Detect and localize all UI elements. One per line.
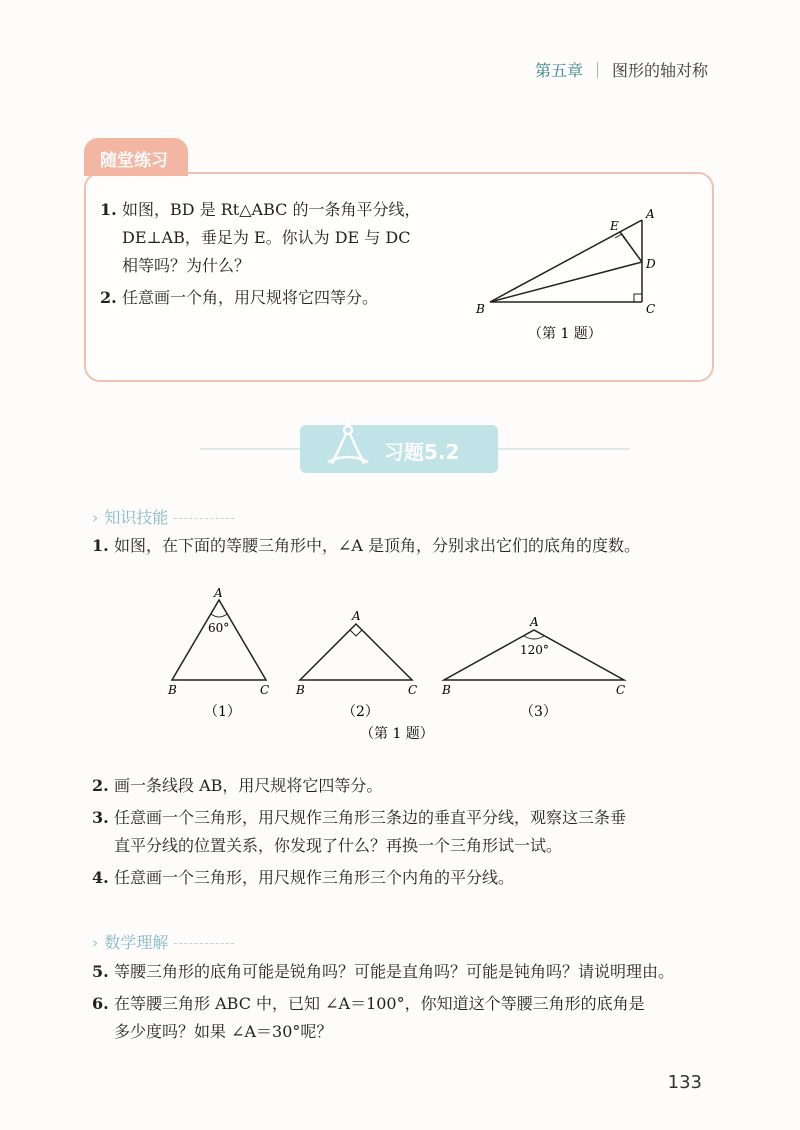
q1-figure-caption: （第 1 题） — [360, 726, 434, 742]
chapter-header — [535, 58, 708, 81]
practice-figure — [470, 200, 670, 350]
question-text: 画一条线段 AB，用尺规将它四等分。 — [114, 776, 383, 795]
question-2 — [92, 772, 732, 800]
figure-caption: （第 1 题） — [528, 326, 602, 342]
question-5 — [92, 958, 732, 986]
t3-label-a: A — [530, 615, 539, 629]
chapter-label: 第五章 — [534, 61, 583, 80]
t2-label-a: A — [352, 609, 361, 623]
t2-label-c: C — [408, 683, 418, 697]
t3-caption: （3） — [520, 704, 557, 720]
label-e: E — [610, 219, 619, 233]
question-text: 在等腰三角形 ABC 中，已知 ∠A＝100°，你知道这个等腰三角形的底角是 — [114, 994, 645, 1013]
item-line: DE⊥AB，垂足为 E。你认为 DE 与 DC — [122, 228, 411, 247]
item-line: 相等吗？为什么？ — [122, 256, 251, 275]
label-a: A — [646, 207, 655, 221]
question-number: 2. — [92, 776, 109, 795]
t3-label-c: C — [616, 683, 626, 697]
question-text: 任意画一个三角形，用尺规作三角形三条边的垂直平分线，观察这三条垂 — [114, 808, 627, 827]
t2-label-b: B — [296, 683, 305, 697]
question-3 — [92, 804, 732, 860]
question-number: 3. — [92, 808, 109, 827]
section-title: 知识技能 — [104, 508, 169, 527]
question-number: 6. — [92, 994, 109, 1013]
item-number: 2. — [100, 288, 117, 307]
dashed-rule — [174, 518, 234, 519]
question-text: 等腰三角形的底角可能是锐角吗？可能是直角吗？可能是钝角吗？请说明理由。 — [114, 962, 675, 981]
label-b: B — [476, 302, 485, 316]
label-c: C — [646, 302, 656, 316]
q1-figures — [150, 582, 650, 742]
header-separator — [597, 62, 598, 78]
t1-label-b: B — [168, 683, 177, 697]
chapter-title: 图形的轴对称 — [611, 61, 708, 80]
item-number: 1. — [100, 200, 117, 219]
question-text: 任意画一个三角形，用尺规作三角形三个内角的平分线。 — [114, 868, 515, 887]
section-understanding — [92, 930, 234, 953]
t1-caption: （1） — [204, 704, 241, 720]
page-number: 133 — [667, 1072, 702, 1093]
t1-label-c: C — [260, 683, 270, 697]
section-title: 数学理解 — [104, 933, 169, 952]
question-text: 直平分线的位置关系，你发现了什么？再换一个三角形试一试。 — [114, 836, 563, 855]
practice-item-1 — [100, 196, 480, 280]
t2-caption: （2） — [342, 704, 379, 720]
item-line: 如图，BD 是 Rt△ABC 的一条角平分线， — [122, 200, 421, 219]
exercise-title: 习题5.2 — [384, 440, 460, 464]
t1-angle: 60° — [208, 621, 230, 635]
compass-icon — [318, 412, 378, 474]
t3-label-b: B — [442, 683, 451, 697]
question-text: 如图，在下面的等腰三角形中，∠A 是顶角，分别求出它们的底角的度数。 — [114, 536, 641, 555]
question-number: 5. — [92, 962, 109, 981]
chevron-right-icon: › — [92, 933, 99, 952]
question-6 — [92, 990, 732, 1046]
chevron-right-icon: › — [92, 508, 99, 527]
question-number: 4. — [92, 868, 109, 887]
question-text: 多少度吗？如果 ∠A＝30°呢？ — [114, 1022, 333, 1041]
t1-label-a: A — [214, 586, 223, 600]
questions-5-6 — [92, 958, 732, 1046]
questions-2-4 — [92, 772, 732, 892]
t3-angle: 120° — [520, 643, 549, 657]
section-skills — [92, 505, 234, 528]
item-line: 任意画一个角，用尺规将它四等分。 — [122, 288, 379, 307]
label-d: D — [646, 257, 656, 271]
practice-tab — [84, 138, 188, 176]
practice-tab-label: 随堂练习 — [100, 151, 168, 171]
question-number: 1. — [92, 536, 109, 555]
dashed-rule — [174, 943, 234, 944]
question-4 — [92, 864, 732, 892]
practice-item-2 — [100, 284, 480, 312]
practice-items — [100, 196, 480, 312]
question-1 — [92, 532, 732, 560]
